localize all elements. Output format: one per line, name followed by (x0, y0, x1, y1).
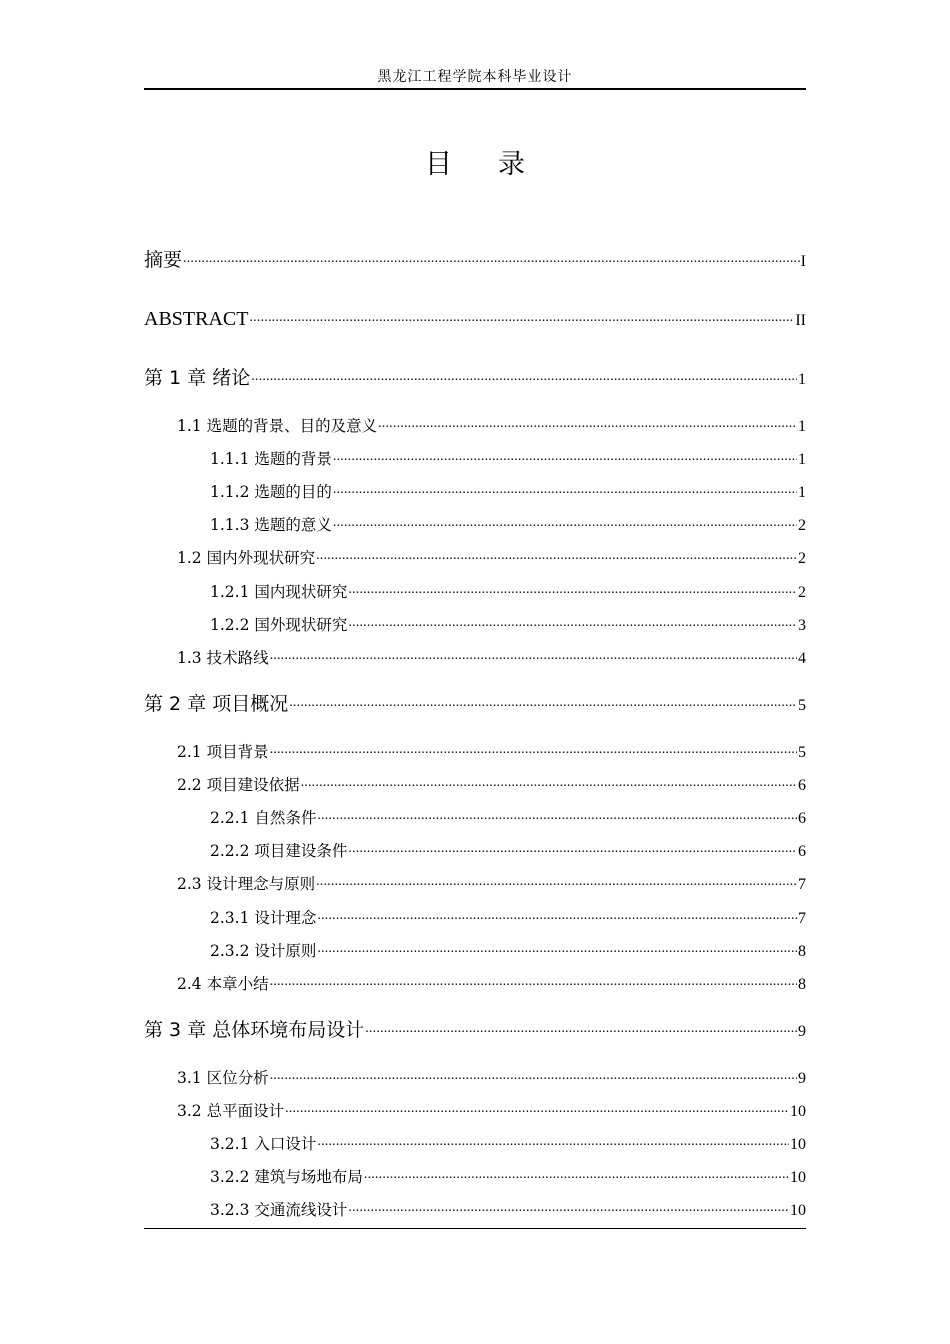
toc-leader-dots (317, 938, 797, 956)
toc-entry-label: 3.2.3 交通流线设计 (210, 1201, 348, 1219)
toc-leader-dots (348, 579, 797, 597)
toc-entry-2-1[interactable] (177, 739, 806, 763)
toc-leader-dots (289, 692, 797, 710)
toc-entry-1-2-1[interactable] (210, 579, 806, 603)
toc-leader-dots (333, 479, 797, 497)
toc-entry-1-1-3[interactable] (210, 512, 806, 536)
toc-entry-label: 3.1 区位分析 (177, 1069, 269, 1087)
toc-leader-dots (316, 871, 797, 889)
toc-entry-label: 2.4 本章小结 (177, 975, 269, 993)
toc-entry-1-1[interactable] (177, 413, 806, 437)
toc-entry-page: 8 (798, 976, 806, 993)
header-rule (144, 88, 806, 90)
toc-entry-label: 2.3.1 设计理念 (210, 909, 317, 927)
toc-entry-2-2-2[interactable] (210, 838, 806, 862)
toc-entry-1-2[interactable] (177, 545, 806, 569)
toc-leader-dots (348, 612, 797, 630)
toc-entry-label: 1.2 国内外现状研究 (177, 549, 316, 567)
footer-rule (144, 1228, 806, 1229)
toc-entry-page: I (800, 253, 806, 270)
toc-entry-2-4[interactable] (177, 971, 806, 995)
toc-entry-page: 8 (798, 943, 806, 960)
page-header: 黑龙江工程学院本科毕业设计 (377, 69, 573, 85)
toc-entry-label: 3.2.2 建筑与场地布局 (210, 1168, 363, 1186)
toc-leader-dots (378, 413, 797, 431)
toc-title-char-1: 目 (425, 149, 452, 180)
toc-entry-label: ABSTRACT (144, 308, 249, 330)
toc-entry-label: 摘要 (144, 249, 183, 271)
toc-entry-1-2-2[interactable] (210, 612, 806, 636)
toc-entry-label: 2.2 项目建设依据 (177, 776, 300, 794)
toc-entry-page: 10 (790, 1103, 806, 1120)
toc-entry-page: 1 (798, 484, 806, 501)
toc-entry-2-3[interactable] (177, 871, 806, 895)
toc-leader-dots (285, 1098, 789, 1116)
toc-entry-label: 1.1.2 选题的目的 (210, 483, 332, 501)
toc-entry-page: 1 (798, 418, 806, 435)
toc-entry-label: 3.2.1 入口设计 (210, 1135, 317, 1153)
toc-entry-page: 5 (798, 697, 806, 714)
toc-entry-3-2-2[interactable] (210, 1164, 806, 1188)
toc-entry-3-2[interactable] (177, 1098, 806, 1122)
toc-entry-label: 1.2.1 国内现状研究 (210, 583, 348, 601)
toc-entry-page: II (795, 312, 806, 329)
toc-entry-page: 7 (798, 876, 806, 893)
toc-entry-page: 10 (790, 1169, 806, 1186)
toc-entry-abstract-cn[interactable] (144, 248, 806, 272)
toc-entry-label: 1.1.1 选题的背景 (210, 450, 332, 468)
toc-leader-dots (348, 1197, 789, 1215)
toc-leader-dots (270, 1065, 797, 1083)
toc-leader-dots (301, 772, 797, 790)
toc-entry-label: 第 1 章 绪论 (144, 367, 251, 389)
toc-entry-page: 6 (798, 777, 806, 794)
toc-entry-label: 3.2 总平面设计 (177, 1102, 285, 1120)
toc-entry-page: 1 (798, 371, 806, 388)
toc-entry-page: 2 (798, 584, 806, 601)
toc-entry-3-1[interactable] (177, 1065, 806, 1089)
toc-entry-label: 第 2 章 项目概况 (144, 693, 289, 715)
toc-entry-page: 4 (798, 650, 806, 667)
toc-leader-dots (249, 307, 794, 325)
toc-entry-label: 1.1.3 选题的意义 (210, 516, 332, 534)
toc-entry-page: 7 (798, 910, 806, 927)
toc-entry-label: 2.1 项目背景 (177, 743, 269, 761)
toc-entry-3-2-3[interactable] (210, 1197, 806, 1221)
toc-title (0, 145, 950, 185)
toc-entry-page: 1 (798, 451, 806, 468)
toc-leader-dots (270, 971, 797, 989)
toc-leader-dots (316, 545, 797, 563)
toc-entry-page: 10 (790, 1136, 806, 1153)
toc-leader-dots (348, 838, 797, 856)
toc-leader-dots (333, 512, 797, 530)
toc-entry-abstract-en[interactable] (144, 307, 806, 331)
toc-entry-label: 第 3 章 总体环境布局设计 (144, 1019, 365, 1041)
toc-leader-dots (317, 1131, 789, 1149)
toc-entry-label: 1.2.2 国外现状研究 (210, 616, 348, 634)
toc-entry-2-3-2[interactable] (210, 938, 806, 962)
toc-entry-page: 9 (798, 1023, 806, 1040)
toc-entry-3-2-1[interactable] (210, 1131, 806, 1155)
toc-entry-page: 5 (798, 744, 806, 761)
toc-entry-page: 2 (798, 550, 806, 567)
toc-entry-chapter-1[interactable] (144, 366, 806, 390)
toc-leader-dots (251, 366, 797, 384)
toc-title-char-2: 录 (498, 149, 525, 180)
toc-entry-page: 10 (790, 1202, 806, 1219)
toc-leader-dots (333, 446, 797, 464)
toc-entry-label: 2.2.2 项目建设条件 (210, 842, 348, 860)
toc-entry-1-1-2[interactable] (210, 479, 806, 503)
toc-entry-page: 2 (798, 517, 806, 534)
toc-entry-label: 2.3.2 设计原则 (210, 942, 317, 960)
toc-entry-page: 3 (798, 617, 806, 634)
toc-leader-dots (365, 1018, 797, 1036)
toc-entry-2-3-1[interactable] (210, 905, 806, 929)
toc-entry-chapter-3[interactable] (144, 1018, 806, 1042)
toc-entry-page: 6 (798, 810, 806, 827)
toc-entry-2-2-1[interactable] (210, 805, 806, 829)
toc-leader-dots (364, 1164, 789, 1182)
toc-entry-chapter-2[interactable] (144, 692, 806, 716)
toc-entry-label: 1.1 选题的背景、目的及意义 (177, 417, 378, 435)
toc-entry-page: 6 (798, 843, 806, 860)
toc-leader-dots (270, 739, 797, 757)
toc-leader-dots (317, 805, 797, 823)
toc-entry-label: 2.3 设计理念与原则 (177, 875, 316, 893)
toc-entry-1-3[interactable] (177, 645, 806, 669)
toc-entry-page: 9 (798, 1070, 806, 1087)
toc-leader-dots (270, 645, 797, 663)
toc-entry-1-1-1[interactable] (210, 446, 806, 470)
toc-entry-2-2[interactable] (177, 772, 806, 796)
toc-entry-label: 2.2.1 自然条件 (210, 809, 317, 827)
toc-leader-dots (183, 248, 800, 266)
toc-leader-dots (317, 905, 797, 923)
toc-entry-label: 1.3 技术路线 (177, 649, 269, 667)
